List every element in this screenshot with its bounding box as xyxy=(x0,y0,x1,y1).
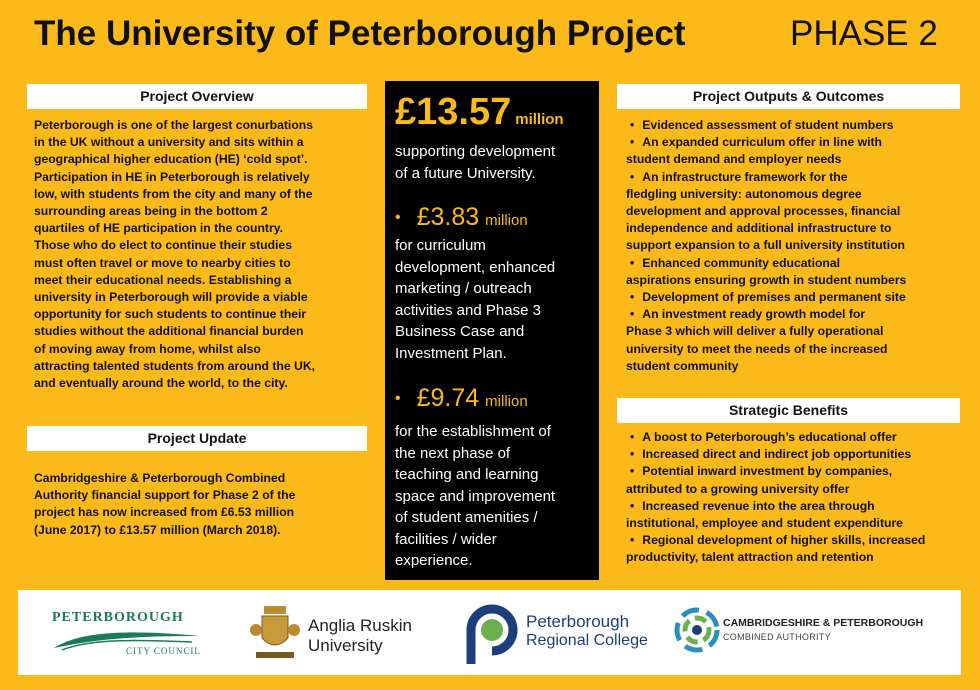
overview-line: university in Peterborough will provide a viable xyxy=(34,290,308,305)
output-item xyxy=(626,289,966,306)
benefit-item-text: productivity, talent attraction and retention xyxy=(626,550,874,565)
overview-line: Peterborough is one of the largest conurbations xyxy=(34,118,313,132)
overview-line: studies without the additional financial burden xyxy=(34,324,304,339)
benefit-item-text: A boost to Peterborough’s educational offer xyxy=(642,430,897,444)
page-title: The University of Peterborough Project xyxy=(34,14,686,53)
overview-line: opportunity for such students to continue their xyxy=(34,307,307,322)
footer-logos xyxy=(18,590,961,675)
funding-item-line: of student amenities / xyxy=(395,509,538,526)
output-item-text: fledgling university: autonomous degree xyxy=(626,186,862,201)
benefit-item-text: institutional, employee and student expenditure xyxy=(626,516,903,531)
bullet-icon: • xyxy=(630,255,635,270)
total-funding xyxy=(395,91,564,134)
prc-name-line1: Peterborough xyxy=(526,612,630,631)
funding-item-2-amount: • £9.74 million xyxy=(395,384,528,412)
peterborough-city-council-logo: PETERBOROUGH CITY COUNCIL xyxy=(52,610,201,656)
update-heading: Project Update xyxy=(27,426,367,451)
output-item xyxy=(626,255,966,289)
funding-item-line: Investment Plan. xyxy=(395,344,507,362)
overview-line: in the UK without a university and sits within a xyxy=(34,135,304,150)
benefit-item-text: attributed to a growing university offer xyxy=(626,481,850,496)
total-unit: million xyxy=(515,111,564,128)
bullet-icon: • xyxy=(630,169,635,184)
output-item-text: university to meet the needs of the increased xyxy=(626,341,888,356)
bullet-icon: • xyxy=(630,464,635,479)
benefit-item-text: Regional development of higher skills, increased xyxy=(642,533,926,548)
benefit-item xyxy=(626,446,966,463)
funding-item-line: development, enhanced xyxy=(395,258,556,276)
output-item xyxy=(626,169,966,255)
outputs-heading: Project Outputs & Outcomes xyxy=(617,84,960,109)
aru-name-line1: Anglia Ruskin xyxy=(308,616,412,635)
funding-item-line: for curriculum xyxy=(395,237,486,254)
benefits-heading: Strategic Benefits xyxy=(617,398,960,423)
aru-crest-icon xyxy=(250,602,300,664)
output-item-text: independence and additional infrastructure to xyxy=(626,221,892,236)
total-description-line: supporting development xyxy=(395,143,556,160)
funding-item-line: for the establishment of xyxy=(395,423,551,440)
funding-item-1-description xyxy=(395,235,595,364)
overview-line: and eventually around the world, to the city. xyxy=(34,376,288,391)
overview-line: meet their educational needs. Establishing a xyxy=(34,272,292,287)
update-line: Cambridgeshire & Peterborough Combined xyxy=(34,471,286,485)
update-line: (June 2017) to £13.57 million (March 2018). xyxy=(34,522,281,537)
funding-item-line: activities and Phase 3 xyxy=(395,301,541,319)
overview-line: geographical higher education (HE) ‘cold spot’. xyxy=(34,152,308,167)
output-item-text: development and approval processes, financial xyxy=(626,204,901,219)
output-item-text: An expanded curriculum offer in line with xyxy=(642,135,882,150)
funding-item-line: Business Case and xyxy=(395,323,525,340)
overview-heading: Project Overview xyxy=(27,84,367,109)
combined-authority-swirl-icon xyxy=(673,606,721,654)
prc-p-icon xyxy=(465,602,519,666)
total-amount: £13.57 xyxy=(395,91,512,133)
overview-line: quartiles of HE participation in the country. xyxy=(34,221,283,236)
ca-name-line1: CAMBRIDGESHIRE & PETERBOROUGH xyxy=(723,617,924,629)
funding-item-line: teaching and learning xyxy=(395,466,539,483)
output-item-text: An infrastructure framework for the xyxy=(642,169,848,184)
funding-item-line: facilities / wider xyxy=(395,530,497,548)
funding-item-2-description xyxy=(395,421,595,572)
outputs-list xyxy=(626,117,966,375)
output-item-text: Phase 3 which will deliver a fully operational xyxy=(626,324,884,339)
overview-line: of moving away from home, whilst also xyxy=(34,341,261,356)
funding-item-line: the next phase of xyxy=(395,444,511,462)
overview-text xyxy=(34,117,379,392)
ca-name-line2: COMBINED AUTHORITY xyxy=(723,632,831,642)
benefit-item-text: Increased revenue into the area through xyxy=(642,498,875,513)
phase-label: PHASE 2 xyxy=(790,14,938,53)
bullet-icon: • xyxy=(630,290,635,305)
update-text xyxy=(34,470,379,539)
output-item xyxy=(626,134,966,168)
overview-line: Those who do elect to continue their studies xyxy=(34,238,292,253)
bullet-icon: • xyxy=(630,118,635,132)
overview-line: must often travel or move to nearby cities to xyxy=(34,255,291,270)
output-item-text: student community xyxy=(626,358,739,373)
prc-name-line2: Regional College xyxy=(526,632,648,649)
update-line: Authority financial support for Phase 2 of the xyxy=(34,488,296,503)
output-item xyxy=(626,306,966,375)
bullet-icon: • xyxy=(630,135,635,150)
funding-panel xyxy=(385,81,599,580)
total-description-line: of a future University. xyxy=(395,164,536,182)
benefit-item xyxy=(626,429,966,446)
output-item-text: Development of premises and permanent site xyxy=(642,290,906,305)
output-item-text: Enhanced community educational xyxy=(642,255,841,270)
funding-item-line: marketing / outreach xyxy=(395,280,532,297)
bullet-icon: • xyxy=(395,209,401,227)
output-item-text: support expansion to a full university institution xyxy=(626,238,905,253)
bullet-icon: • xyxy=(630,498,635,513)
aru-name-line2: University xyxy=(308,636,383,655)
funding-item-1-amount: • £3.83 million xyxy=(395,203,528,231)
output-item-text: aspirations ensuring growth in student numbers xyxy=(626,272,907,287)
output-item xyxy=(626,117,966,134)
bullet-icon: • xyxy=(395,390,401,408)
bullet-icon: • xyxy=(630,533,635,548)
output-item-text: student demand and employer needs xyxy=(626,152,842,167)
overview-line: low, with students from the city and many of the xyxy=(34,186,313,201)
total-description xyxy=(395,141,595,184)
benefit-item xyxy=(626,463,966,497)
overview-line: Participation in HE in Peterborough is relatively xyxy=(34,169,310,184)
overview-line: surrounding areas being in the bottom 2 xyxy=(34,204,268,219)
bullet-icon: • xyxy=(630,430,635,444)
funding-item-line: experience. xyxy=(395,552,473,569)
benefits-list xyxy=(626,429,966,567)
overview-line: attracting talented students from around the UK, xyxy=(34,358,316,373)
output-item-text: An investment ready growth model for xyxy=(642,307,866,322)
update-line: project has now increased from £6.53 million xyxy=(34,505,295,520)
output-item-text: Evidenced assessment of student numbers xyxy=(642,118,894,132)
bullet-icon: • xyxy=(630,447,635,462)
bullet-icon: • xyxy=(630,307,635,322)
benefit-item-text: Potential inward investment by companies, xyxy=(642,464,893,479)
benefit-item xyxy=(626,498,966,532)
benefit-item-text: Increased direct and indirect job opportunities xyxy=(642,447,912,462)
funding-item-line: space and improvement xyxy=(395,487,556,505)
benefit-item xyxy=(626,532,966,566)
